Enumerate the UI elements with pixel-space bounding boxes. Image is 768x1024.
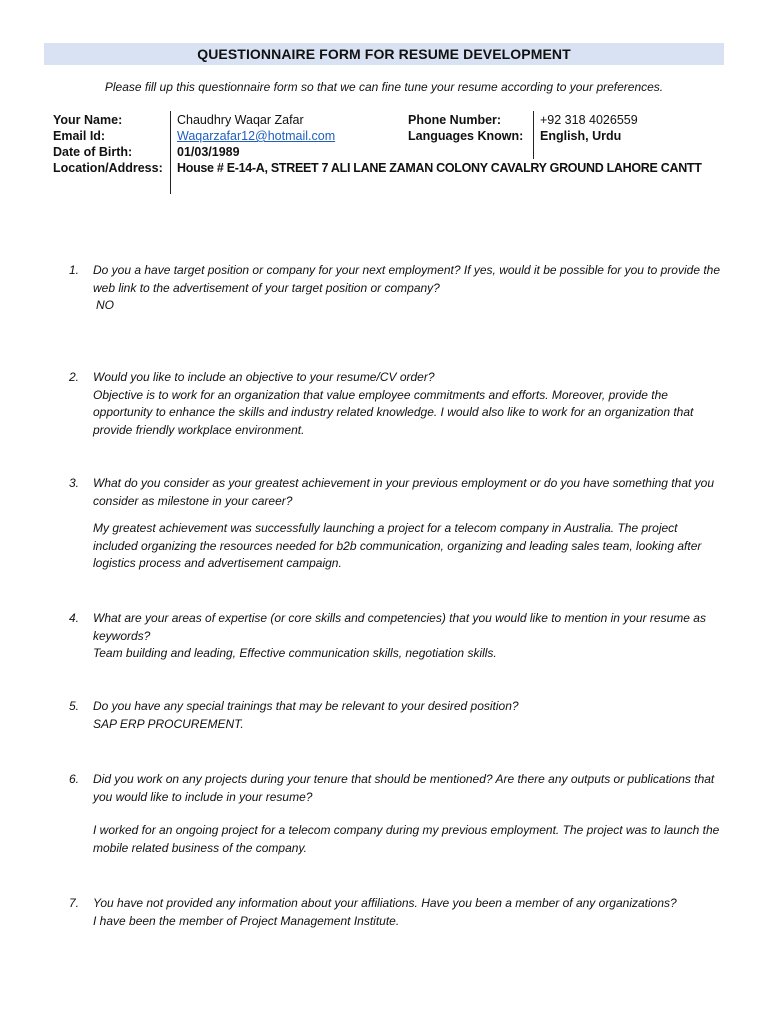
- info-row-address: [0, 160, 768, 176]
- question-text: Do you a have target position or company for your next employment? If yes, would it be possible for you to provide the web link to the advertisement of your target position or company?: [93, 263, 721, 295]
- question-number: 4.: [69, 611, 80, 625]
- answer-text: NO: [96, 298, 114, 312]
- info-row-dob: [0, 144, 768, 160]
- question-number: 6.: [69, 772, 80, 786]
- form-title: QUESTIONNAIRE FORM FOR RESUME DEVELOPMENT: [44, 43, 724, 65]
- question-text: What do you consider as your greatest achievement in your previous employment or do you have something that you consider as milestone in your career?: [93, 476, 715, 508]
- name-label: Your Name:: [53, 113, 123, 127]
- question-number: 2.: [69, 370, 80, 384]
- question-number: 7.: [69, 896, 80, 910]
- answer-text: I worked for an ongoing project for a telecom company during my previous employment. The project was to launch the mobile related business of the company.: [93, 823, 720, 855]
- answer-text: SAP ERP PROCUREMENT.: [93, 716, 244, 731]
- question-number: 5.: [69, 699, 80, 713]
- answer-text: My greatest achievement was successfully launching a project for a telecom company in Australia. The project included organizing the resources needed for b2b communication, organizing and leading sales team, looking after logistics process and advertisement campaign.: [93, 521, 702, 570]
- question-text: Would you like to include an objective to your resume/CV order?: [93, 370, 435, 384]
- dob-label: Date of Birth:: [53, 145, 133, 159]
- name-value: Chaudhry Waqar Zafar: [177, 113, 304, 127]
- answer-text: Team building and leading, Effective communication skills, negotiation skills.: [93, 646, 497, 660]
- question-text: Did you work on any projects during your tenure that should be mentioned? Are there any outputs or publications that you would like to include in your resume?: [93, 772, 715, 804]
- phone-label: Phone Number:: [408, 113, 502, 127]
- question-text: You have not provided any information about your affiliations. Have you been a member of any organizations?: [93, 896, 677, 910]
- languages-label: Languages Known:: [408, 129, 524, 143]
- languages-value: English, Urdu: [540, 129, 622, 143]
- question-text: Do you have any special trainings that may be relevant to your desired position?: [93, 699, 519, 713]
- email-label: Email Id:: [53, 129, 106, 143]
- question-text: What are your areas of expertise (or core skills and competencies) that you would like to mention in your resume as keywords?: [93, 611, 706, 643]
- form-intro: Please fill up this questionnaire form so that we can fine tune your resume according to your preferences.: [104, 80, 664, 94]
- info-row-name: [0, 112, 768, 128]
- phone-value: +92 318 4026559: [540, 113, 638, 127]
- question-number: 3.: [69, 476, 80, 490]
- info-row-email: [0, 128, 768, 144]
- question-number: 1.: [69, 263, 80, 277]
- email-link[interactable]: Waqarzafar12@hotmail.com: [177, 129, 336, 143]
- answer-text: Objective is to work for an organization that value employee commitments and efforts. Moreover, provide the opportunity to enhance the skills and industry related knowledge. I would also like to work for an organization that provide friendly workplace environment.: [93, 387, 694, 437]
- address-label: Location/Address:: [53, 161, 163, 175]
- answer-text: I have been the member of Project Management Institute.: [93, 913, 400, 928]
- dob-value: 01/03/1989: [177, 145, 240, 159]
- address-value: House # E-14-A, STREET 7 ALI LANE ZAMAN COLONY CAVALRY GROUND LAHORE CANTT: [177, 161, 702, 175]
